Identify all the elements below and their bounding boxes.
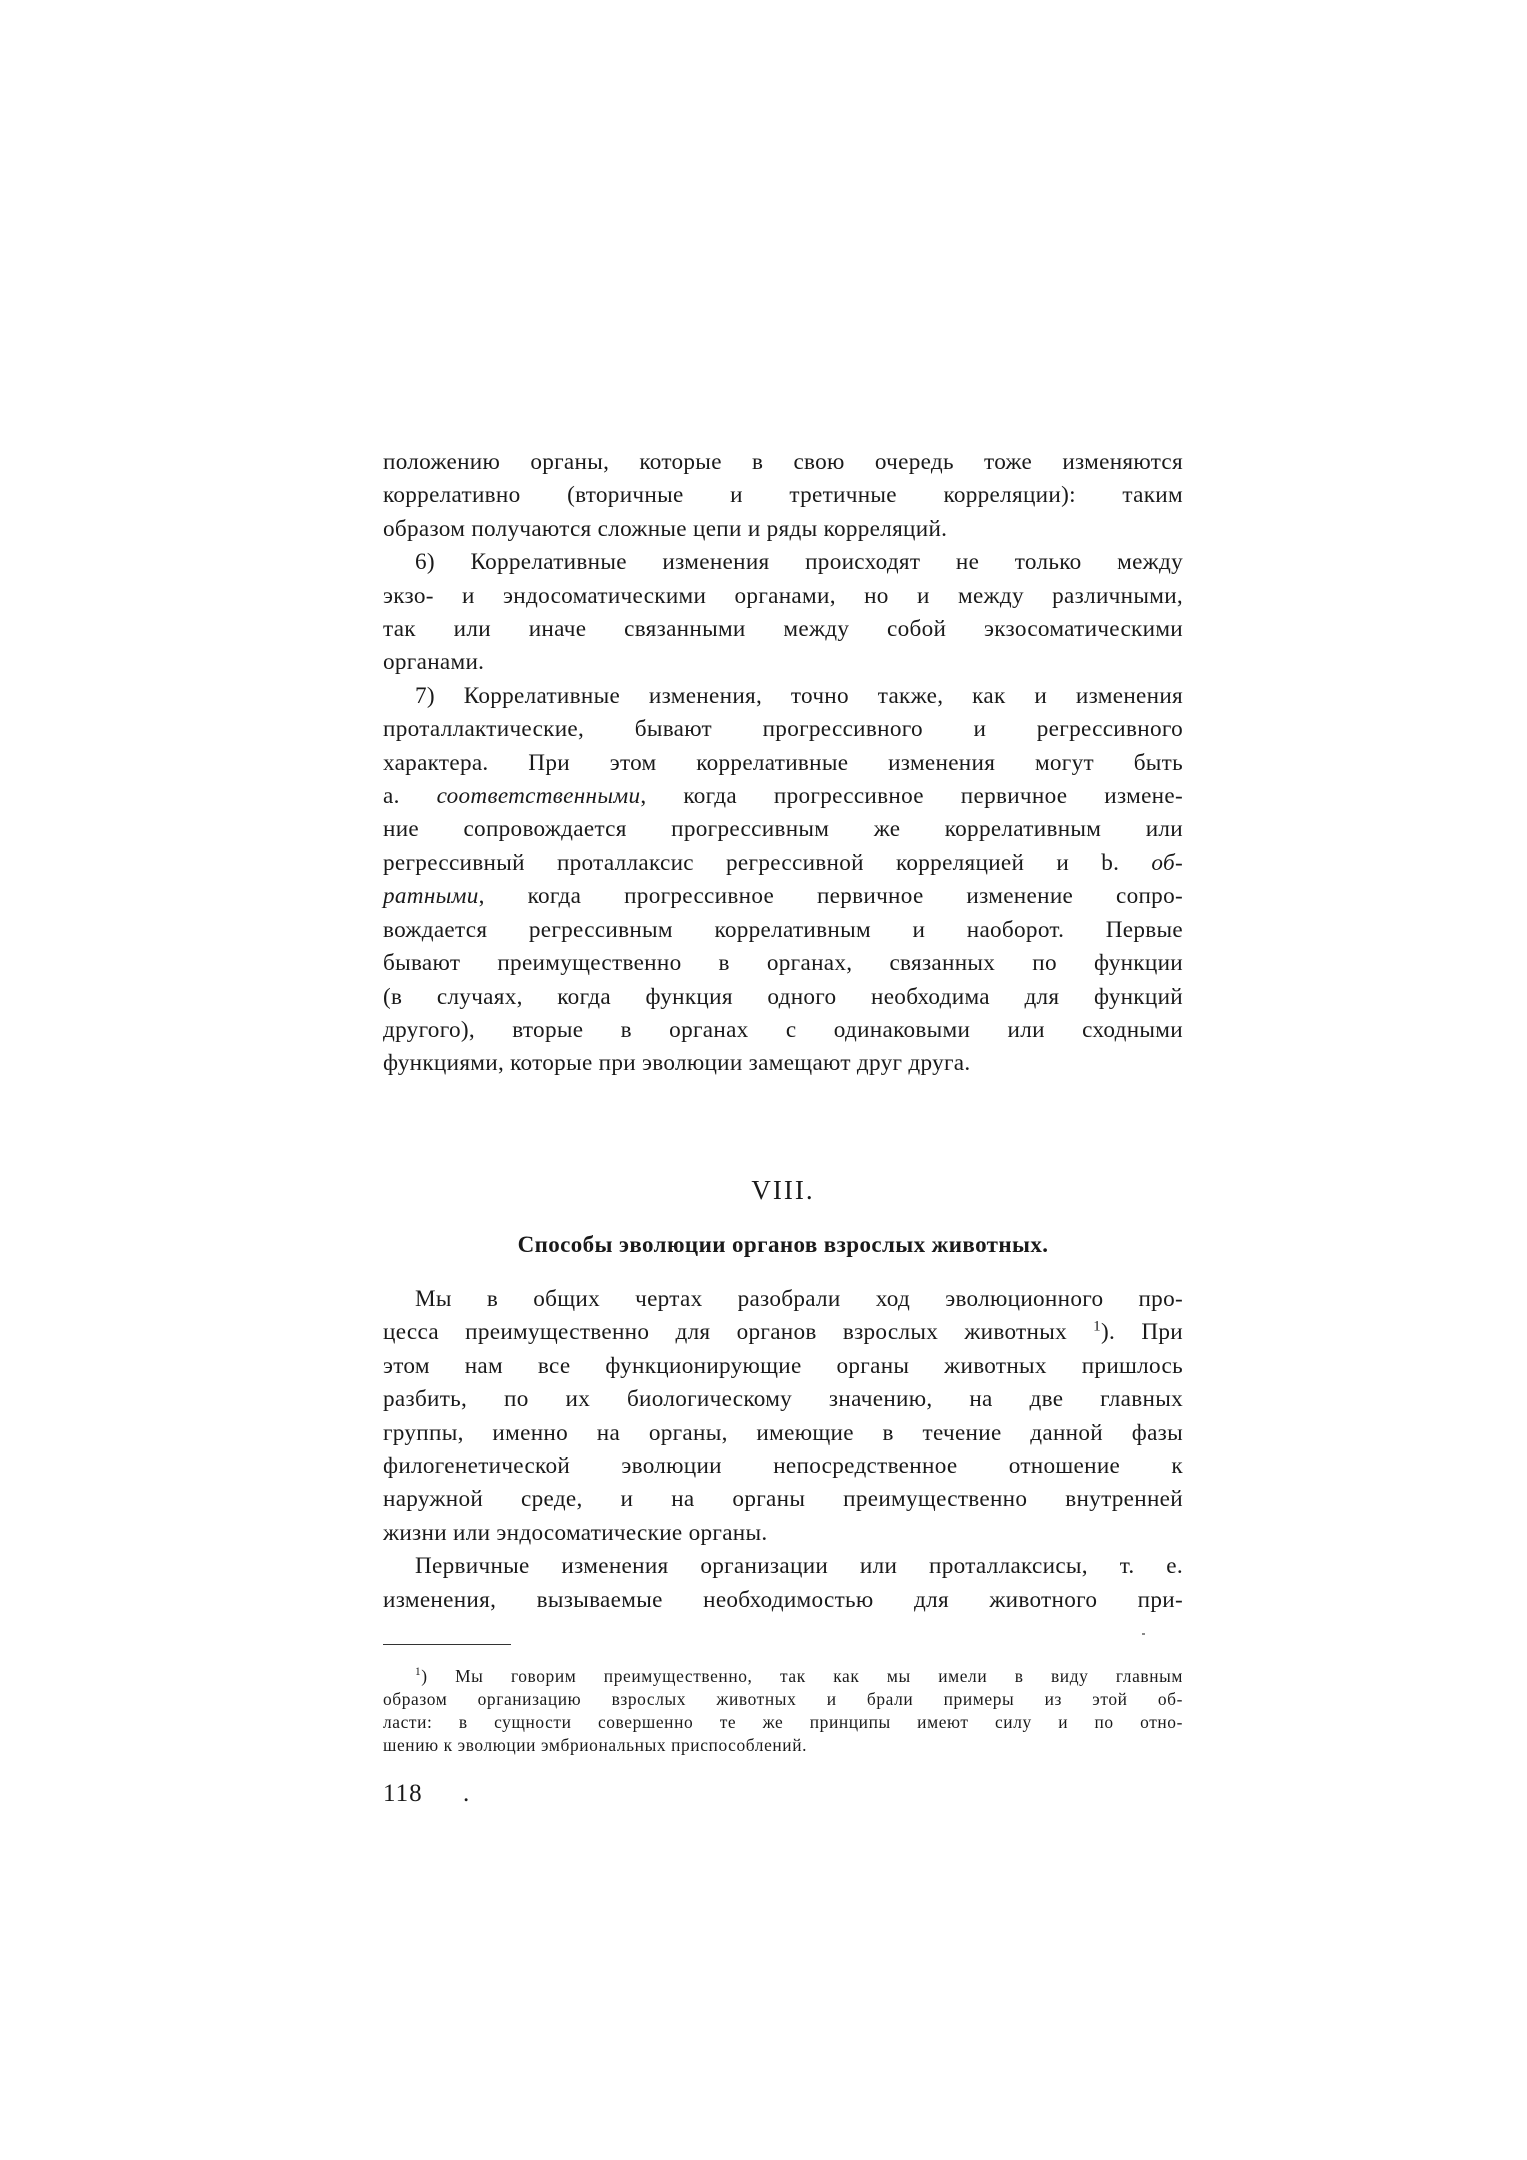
page-dot: . [463, 1780, 470, 1807]
italic-term: соответственными [436, 783, 641, 810]
text-line: бывают преимущественно в органах, связанных по функции [383, 950, 1183, 977]
text-line: (в случаях, когда функция одного необходима для функций [383, 983, 1183, 1010]
footnote [383, 1665, 1183, 1757]
text-fragment: цесса преимущественно для органов взрослых животных [383, 1319, 1067, 1346]
text-line: так или иначе связанными между собой экзосоматическими [383, 616, 1183, 643]
italic-term: об- [1151, 849, 1183, 876]
text-line: положению органы, которые в свою очередь тоже изменяются [383, 449, 1183, 475]
text-line [383, 780, 1183, 813]
text-fragment: регрессивный проталлаксис регрессивной корреляцией и b. [383, 849, 1120, 876]
footnote-ref[interactable]: 1 [1093, 1318, 1102, 1335]
italic-term: ратными [383, 883, 479, 910]
page-number: 118 [383, 1780, 423, 1807]
text-fragment: ) Мы говорим преимущественно, так как мы имели в виду главным [421, 1666, 1183, 1686]
text-line: жизни или эндосоматические органы. [383, 1519, 768, 1546]
text-line: группы, именно на органы, имеющие в течение данной фазы [383, 1419, 1183, 1446]
footnote-marker: 1 [415, 1666, 422, 1679]
text-line: проталлактические, бывают прогрессивного и регрессивного [383, 716, 1183, 743]
text-line: наружной среде, и на органы преимущественно внутренней [383, 1486, 1183, 1513]
text-line [383, 880, 1183, 913]
text-line: 6) Коррелативные изменения происходят не только между [415, 549, 1183, 576]
text-line: ние сопровождается прогрессивным же коррелативным или [383, 816, 1183, 843]
text-line: экзо- и эндосоматическими органами, но и между различными, [383, 582, 1183, 609]
footnote-divider [383, 1644, 511, 1645]
text-fragment: ). При [1101, 1319, 1183, 1346]
text-line [383, 847, 1183, 880]
chapter-number: VIII. [751, 1175, 815, 1205]
text-fragment: , когда прогрессивное первичное измене- [640, 783, 1183, 810]
chapter-title: Способы эволюции органов взрослых животных. [517, 1232, 1049, 1257]
text-line: вождается регрессивным коррелативным и наоборот. Первые [383, 916, 1183, 943]
text-line: Первичные изменения организации или проталлаксисы, т. е. [415, 1553, 1183, 1580]
text-line: разбить, по их биологическому значению, на две главных [383, 1386, 1183, 1413]
text-line: филогенетической эволюции непосредственное отношение к [383, 1453, 1183, 1480]
body-text-top [383, 446, 1183, 1081]
text-line: коррелативно (вторичные и третичные корреляции): таким [383, 482, 1183, 509]
text-fragment: , когда прогрессивное первичное изменение сопро- [478, 883, 1183, 910]
text-line: функциями, которые при эволюции замещают друг друга. [383, 1050, 971, 1077]
list-marker-a: а. [383, 783, 400, 810]
body-text-bottom [383, 1283, 1183, 1617]
text-line: образом получаются сложные цепи и ряды корреляций. [383, 515, 948, 542]
text-line [383, 1316, 1183, 1349]
text-line: 7) Коррелативные изменения, точно также, как и изменения [415, 682, 1183, 709]
footnote-line: шению к эволюции эмбриональных приспособлений. [383, 1735, 808, 1755]
footnote-line [383, 1665, 1183, 1688]
text-line: другого), вторые в органах с одинаковыми или сходными [383, 1016, 1183, 1043]
text-line: этом нам все функционирующие органы животных пришлось [383, 1352, 1183, 1379]
text-line: характера. При этом коррелативные изменения могут быть [383, 749, 1183, 776]
footnote-line: образом организацию взрослых животных и брали примеры из этой об- [383, 1689, 1183, 1709]
scan-speck [1142, 1633, 1145, 1635]
text-line: органами. [383, 649, 485, 676]
footnote-line: ласти: в сущности совершенно те же принципы имеют силу и по отно- [383, 1712, 1183, 1732]
text-line: изменения, вызываемые необходимостью для животного при- [383, 1586, 1183, 1613]
text-line: Мы в общих чертах разобрали ход эволюционного про- [415, 1286, 1183, 1312]
